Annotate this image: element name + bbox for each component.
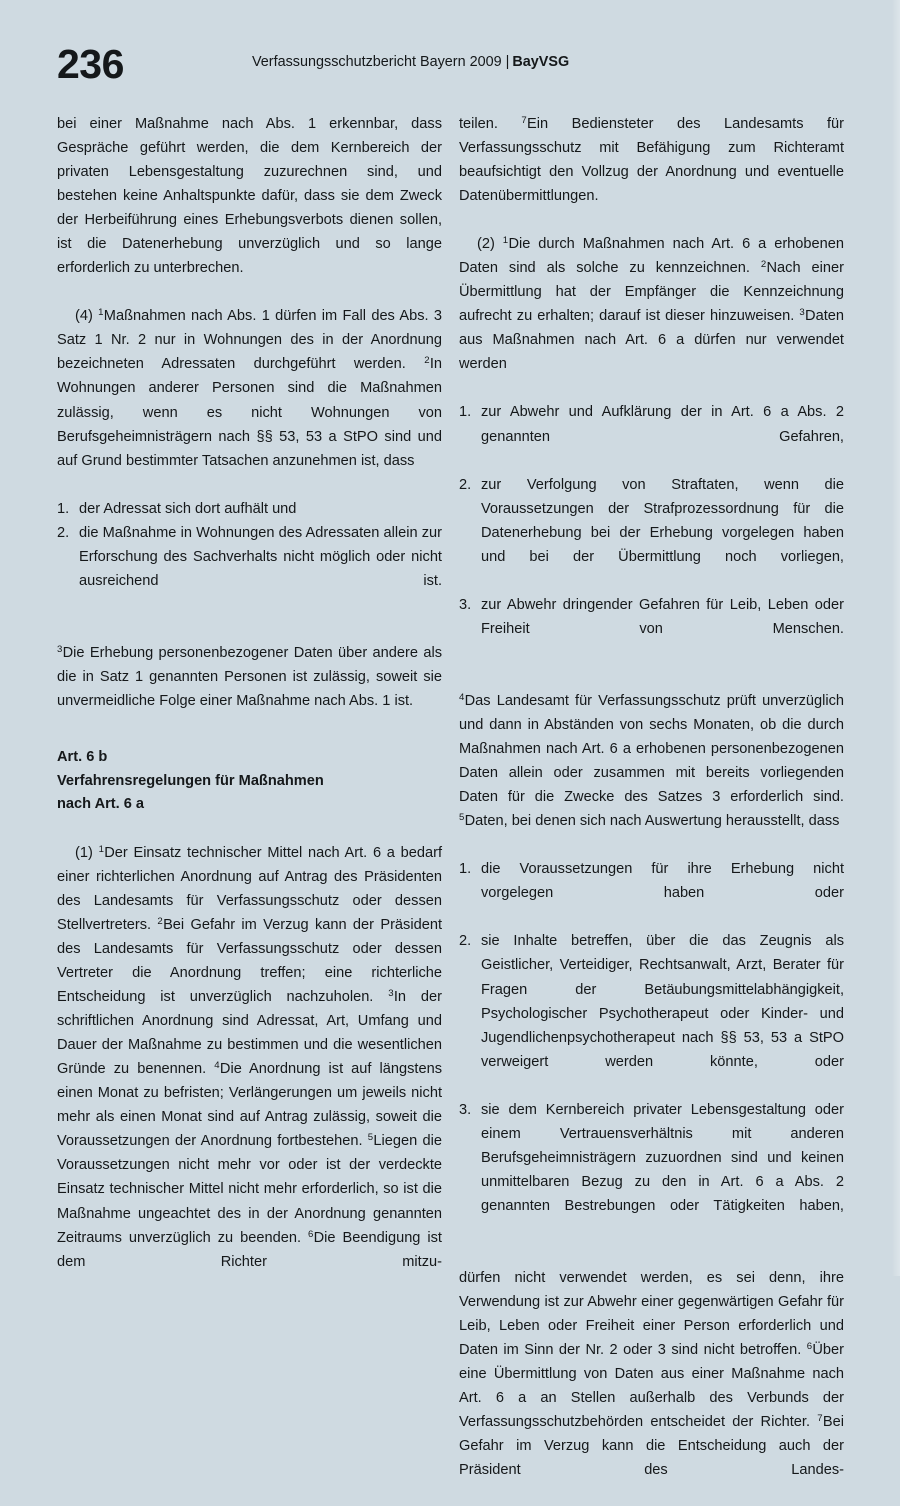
numbered-list-left-1 — [57, 497, 442, 617]
paragraph-text-b: Bei Gefahr im Verzug kann der Präsident des Landesamts für Verfassungsschutz oder dessen Vertreter die Anordnung treffen; eine richterliche Entscheidung ist unverzüglich nachzuholen. — [57, 916, 442, 1006]
sentence-number: 4 — [459, 692, 465, 703]
left-column — [57, 112, 442, 1272]
paragraph-text-d: Die Anordnung ist auf längstens einen Monat zu befristen; Verlängerungen um jeweils nicht mehr als einen Monat sind auf Antrag zulässig, soweit die Voraussetzungen der Anordnung fortbestehen. — [57, 1061, 442, 1150]
sentence-number: 2 — [157, 915, 163, 927]
paragraph-text-a: Die durch Maßnahmen nach Art. 6 a erhobenen Daten sind als solche zu kennzeichnen. — [459, 236, 844, 277]
article-heading — [57, 746, 442, 817]
paragraph-absatz-4 — [57, 304, 442, 472]
list-item — [57, 521, 442, 617]
paragraph-text-a: teilen. — [459, 116, 522, 132]
sentence-number: 3 — [57, 643, 63, 655]
sentence-number: 3 — [799, 307, 805, 319]
sentence-number: 2 — [424, 355, 430, 367]
list-item — [459, 929, 844, 1097]
paragraph-text-a: Maßnahmen nach Abs. 1 dürfen im Fall des Abs. 3 Satz 1 Nr. 2 nur in Wohnungen des in der Anordnung bezeichneten Adressaten durchgeführt werden. — [57, 308, 442, 373]
absatz-marker: (4) — [75, 308, 93, 325]
paragraph-text-b: Daten, bei denen sich nach Auswertung herausstellt, dass — [464, 813, 840, 830]
sentence-number: 1 — [98, 307, 104, 319]
paragraph-text-b: In Wohnungen anderer Personen sind die Maßnahmen zulässig, wenn es nicht Wohnungen von Berufsgeheimnisträgern nach §§ 53, 53 a StPO sind und auf Grund bestimmter Tatsachen anzunehmen ist, dass — [57, 356, 442, 469]
numbered-list-right-1 — [459, 400, 844, 665]
list-item — [459, 400, 844, 472]
list-item — [459, 473, 844, 593]
paragraph-text-a: Der Einsatz technischer Mittel nach Art. 6 a bedarf einer richterlichen Anordnung auf Antrag des Präsidenten des Landesamts für Verfassungsschutz oder dessen Stellvertreters. — [57, 844, 442, 933]
list-marker: 3. — [459, 1101, 472, 1118]
sentence-number: 4 — [214, 1060, 220, 1072]
paragraph-text-b: Über eine Übermittlung von Daten aus einer Maßnahme nach Art. 6 a an Stellen außerhalb des Verbunds der Verfassungsschutzbehörden entscheidet der Richter. — [459, 1342, 844, 1431]
paragraph-absatz-1 — [57, 841, 442, 1298]
page-edge-shadow — [892, 0, 900, 1276]
running-head — [252, 55, 569, 69]
sentence-number: 1 — [98, 843, 104, 855]
paragraph-text-e: Liegen die Voraussetzungen nicht mehr vor oder ist der verdeckte Einsatz technischer Mittel nicht mehr erforderlich, so ist die Maßnahme ungeachtet des in der Anordnung genannten Zeitraums unverzüglich zu beenden. — [57, 1133, 442, 1246]
paragraph-text-f: Die Beendigung ist dem Richter mitzu- — [57, 1229, 442, 1270]
sentence-number: 5 — [459, 812, 465, 824]
sentence-number: 1 — [502, 235, 509, 247]
paragraph-text: bei einer Maßnahme nach Abs. 1 erkennbar, dass Gespräche geführt werden, die dem Kernbereich der privaten Lebensgestaltung zuzurechnen sind, und bestehen keine Anhaltspunkte dafür, dass sie dem Zweck der Herbeiführung eines Erhebungsverbots dienen sollen, ist die Datenerhebung unverzüglich und so lange erforderlich zu unterbrechen. — [57, 116, 442, 277]
list-marker: 2. — [459, 933, 472, 950]
article-heading-line-1: Art. 6 b — [57, 749, 108, 766]
list-item — [459, 1098, 844, 1242]
paragraph-continued — [57, 112, 442, 280]
list-marker: 3. — [459, 596, 472, 613]
page-number: 236 — [57, 41, 124, 87]
right-column — [459, 112, 844, 1479]
sentence-number: 7 — [817, 1413, 823, 1425]
paragraph-satz-4 — [459, 689, 844, 833]
paragraph-text-b: Nach einer Übermittlung hat der Empfänger die Kennzeichnung aufrecht zu erhalten; darauf ist dieser hinzuweisen. — [459, 260, 844, 325]
list-item — [459, 593, 844, 665]
paragraph-text-c: Bei Gefahr im Verzug kann die Entscheidung auch der Präsident des Landes- — [459, 1414, 844, 1479]
running-head-title: Verfassungsschutzbericht Bayern 2009 — [252, 54, 502, 70]
paragraph-text-a: Das Landesamt für Verfassungsschutz prüft unverzüglich und dann in Abständen von sechs Monaten, ob die durch Maßnahmen nach Art. 6 a erhobenen personenbezogenen Daten allein oder zusammen mit bereits vorliegenden Daten für die Zwecke des Satzes 3 erforderlich sind. — [459, 692, 844, 806]
sentence-number: 7 — [521, 115, 527, 127]
sentence-number: 2 — [760, 259, 767, 271]
paragraph-text: Die Erhebung personenbezogener Daten über andere als die in Satz 1 genannten Personen ist zulässig, soweit sie unvermeidliche Folge einer Maßnahme nach Abs. 1 ist. — [57, 644, 442, 709]
list-marker: 2. — [57, 524, 70, 541]
list-item-text: die Voraussetzungen für ihre Erhebung nicht vorgelegen haben oder — [481, 861, 844, 902]
two-column-body — [57, 112, 845, 1479]
paragraph-text-b: Ein Bediensteter des Landesamts für Verfassungsschutz mit Befähigung zum Richteramt beaufsichtigt den Vollzug der Anordnung und eventuelle Datenübermittlungen. — [459, 116, 844, 205]
paragraph-satz-3 — [57, 641, 442, 713]
paragraph-continued — [459, 112, 844, 208]
paragraph-text-c: Daten aus Maßnahmen nach Art. 6 a dürfen nur verwendet werden — [459, 308, 844, 373]
sentence-number: 3 — [388, 988, 394, 1000]
list-item-text: zur Abwehr dringender Gefahren für Leib, Leben oder Freiheit von Menschen. — [481, 596, 844, 637]
list-item-text: sie Inhalte betreffen, über die das Zeugnis als Geistlicher, Verteidiger, Rechtsanwalt, Arzt, Berater für Fragen der Betäubungsmittelabhängigkeit, Psychologischer Psychotherapeut oder Kinder- und Jugendlichenpsychotherapeut nach §§ 53, 53 a StPO verweigert werden könnte, oder — [481, 933, 844, 1070]
list-item-text: der Adressat sich dort aufhält und — [79, 500, 297, 517]
page-header — [0, 0, 900, 104]
paragraph-text-a: dürfen nicht verwendet werden, es sei denn, ihre Verwendung ist zur Abwehr einer gegenwärtigen Gefahr für Leib, Leben oder Freiheit einer Person erforderlich und Daten im Sinn der Nr. 2 oder 3 sind nicht betroffen. — [459, 1270, 844, 1359]
list-item — [57, 497, 442, 521]
absatz-marker: (1) — [75, 844, 93, 861]
list-item-text: die Maßnahme in Wohnungen des Adressaten allein zur Erforschung des Sachverhalts nicht möglich oder nicht ausreichend ist. — [79, 524, 442, 589]
list-marker: 2. — [459, 476, 472, 493]
article-heading-line-3: nach Art. 6 a — [57, 796, 145, 813]
running-head-separator: | — [505, 54, 510, 70]
paragraph-text-c: In der schriftlichen Anordnung sind Adressat, Art, Umfang und Dauer der Maßnahme zu bestimmen und die wesentlichen Gründe zu benennen. — [57, 989, 442, 1078]
paragraph-final — [459, 1266, 844, 1506]
list-marker: 1. — [57, 500, 70, 517]
list-marker: 1. — [459, 861, 472, 878]
running-head-section: BayVSG — [512, 54, 570, 70]
absatz-marker: (2) — [477, 236, 495, 253]
list-item-text: sie dem Kernbereich privater Lebensgestaltung oder einem Vertrauensverhältnis mit anderen Berufsgeheimnisträgern zuzuordnen sind und keinen unmittelbaren Bezug zu den in Art. 6 a Abs. 2 genannten Bestrebungen oder Tätigkeiten haben, — [481, 1101, 844, 1214]
sentence-number: 6 — [806, 1341, 813, 1353]
paragraph-absatz-2 — [459, 232, 844, 376]
sentence-number: 5 — [367, 1132, 374, 1144]
list-item-text: zur Verfolgung von Straftaten, wenn die Voraussetzungen der Strafprozessordnung für die Datenerhebung bei der Erhebung vorgelegen haben und bei der Übermittlung noch vorliegen, — [481, 476, 844, 565]
list-marker: 1. — [459, 404, 472, 421]
sentence-number: 6 — [308, 1228, 314, 1240]
list-item-text: zur Abwehr und Aufklärung der in Art. 6 a Abs. 2 genannten Gefahren, — [481, 404, 844, 445]
list-item — [459, 857, 844, 929]
numbered-list-right-2 — [459, 857, 844, 1242]
article-heading-line-2: Verfahrensregelungen für Maßnahmen — [57, 772, 324, 789]
